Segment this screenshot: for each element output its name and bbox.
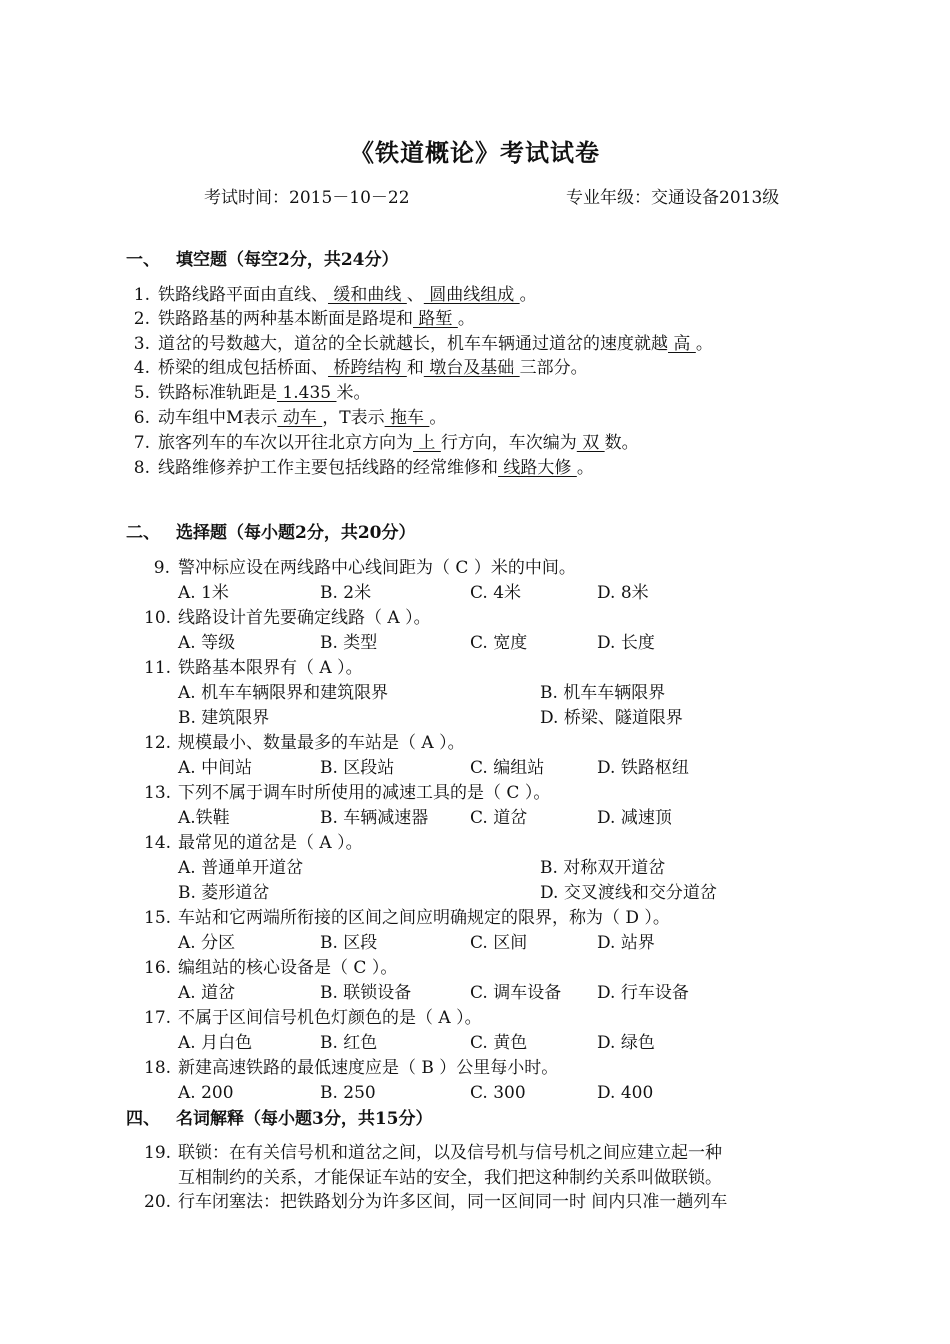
answer-blank: 圆曲线组成 [423, 285, 520, 305]
question-text: 旅客列车的车次以开往北京方向为 [158, 433, 413, 453]
choice-question [144, 731, 465, 755]
question-number: 2. [133, 309, 150, 329]
choice-option: B. 2米 [320, 583, 372, 603]
choice-question [144, 781, 550, 805]
major-grade: 专业年级：交通设备2013级 [566, 188, 780, 208]
choice-option: B. 区段 [320, 933, 378, 953]
question-text: 数。 [604, 433, 639, 453]
question-number: 8. [133, 458, 150, 478]
question-number: 1. [133, 285, 150, 305]
question-text: 。 [695, 334, 713, 354]
answer-blank: 动车 [277, 408, 323, 428]
question-number: 5. [133, 383, 150, 403]
question-number: 9. [153, 558, 170, 578]
definition-text-continued: 互相制约的关系，才能保证车站的安全，我们把这种制约关系叫做联锁。 [178, 1168, 722, 1188]
choice-option: C. 4米 [470, 583, 522, 603]
question-text: 行方向，车次编为 [440, 433, 577, 453]
question-text: 和 [406, 358, 424, 378]
choice-option: D. 交叉渡线和交分道岔 [540, 883, 717, 903]
answer-blank: 墩台及基础 [423, 358, 520, 378]
question-text: 编组站的核心设备是（ C ）。 [178, 958, 398, 978]
definition-text: 联锁：在有关信号机和道岔之间，以及信号机与信号机之间应建立起一种 [178, 1143, 722, 1163]
section-choice-heading [126, 518, 416, 543]
question-number: 14. [144, 833, 172, 853]
question-number: 10. [144, 608, 172, 628]
section-title: 选择题（每小题2分，共20分） [176, 523, 416, 543]
exam-time: 考试时间：2015－10－22 [204, 188, 410, 208]
choice-option: C. 编组站 [470, 758, 545, 778]
choice-option: A. 机车车辆限界和建筑限界 [178, 683, 389, 703]
question-text: ，T表示 [322, 408, 385, 428]
question-number: 16. [144, 958, 172, 978]
question-text: 米。 [336, 383, 371, 403]
question-number: 13. [144, 783, 172, 803]
choice-option: A. 200 [178, 1083, 234, 1103]
question-number: 17. [144, 1008, 172, 1028]
page-title: 《铁道概论》考试试卷 [350, 138, 600, 167]
choice-option: B. 建筑限界 [178, 708, 270, 728]
choice-option: D. 长度 [597, 633, 655, 653]
choice-option: A. 1米 [178, 583, 229, 603]
section-number: 一、 [126, 250, 160, 270]
choice-option: D. 减速顶 [597, 808, 672, 828]
choice-question [144, 956, 397, 980]
choice-option: D. 行车设备 [597, 983, 689, 1003]
choice-option: B. 对称双开道岔 [540, 858, 666, 878]
question-text: 三部分。 [519, 358, 588, 378]
answer-blank: 拖车 [384, 408, 430, 428]
section-fill-heading [126, 245, 399, 270]
choice-question [144, 1056, 558, 1080]
choice-option: D. 铁路枢纽 [597, 758, 689, 778]
choice-option: C. 调车设备 [470, 983, 562, 1003]
question-text: 。 [519, 285, 537, 305]
term-definition [144, 1141, 722, 1165]
choice-option: C. 300 [470, 1083, 526, 1103]
question-number: 6. [133, 408, 150, 428]
section-title: 名词解释（每小题3分，共15分） [176, 1109, 433, 1129]
question-text: 铁路线路平面由直线、 [158, 285, 328, 305]
fill-question [124, 406, 446, 430]
fill-question [124, 456, 594, 480]
question-number: 3. [133, 334, 150, 354]
question-text: 道岔的号数越大，道岔的全长就越长，机车车辆通过道岔的速度就越 [158, 334, 668, 354]
question-number: 4. [133, 358, 150, 378]
choice-option: A. 月白色 [178, 1033, 253, 1053]
choice-question [144, 906, 670, 930]
question-text: 。 [576, 458, 594, 478]
answer-blank: 线路大修 [498, 458, 577, 478]
choice-option: B. 红色 [320, 1033, 378, 1053]
fill-question [124, 381, 370, 405]
question-text: 铁路路基的两种基本断面是路堤和 [158, 309, 413, 329]
question-text: 铁路标准轨距是 [158, 383, 277, 403]
choice-option: C. 区间 [470, 933, 528, 953]
choice-option: D. 8米 [597, 583, 649, 603]
choice-option: B. 区段站 [320, 758, 395, 778]
answer-blank: 1.435 [277, 383, 337, 403]
question-number: 20. [144, 1192, 172, 1212]
question-text: 新建高速铁路的最低速度应是（ B ）公里每小时。 [178, 1058, 559, 1078]
fill-question [124, 283, 537, 307]
choice-option: D. 站界 [597, 933, 655, 953]
choice-option: A.铁鞋 [178, 808, 230, 828]
answer-blank: 高 [668, 334, 696, 354]
question-text: 动车组中M表示 [158, 408, 278, 428]
fill-question [124, 332, 713, 356]
choice-question [144, 1006, 482, 1030]
question-number: 19. [144, 1143, 172, 1163]
answer-blank: 路堑 [413, 309, 458, 329]
fill-question [124, 431, 639, 455]
answer-blank: 桥跨结构 [328, 358, 407, 378]
question-text: 铁路基本限界有（ A ）。 [178, 658, 363, 678]
question-number: 12. [144, 733, 172, 753]
choice-option: B. 联锁设备 [320, 983, 412, 1003]
choice-option: A. 等级 [178, 633, 236, 653]
choice-option: A. 中间站 [178, 758, 253, 778]
answer-blank: 缓和曲线 [328, 285, 407, 305]
question-number: 15. [144, 908, 172, 928]
question-text: 线路设计首先要确定线路（ A ）。 [178, 608, 431, 628]
question-number: 7. [133, 433, 150, 453]
choice-option: C. 黄色 [470, 1033, 528, 1053]
choice-option: D. 绿色 [597, 1033, 655, 1053]
question-text: 不属于区间信号机色灯颜色的是（ A ）。 [178, 1008, 482, 1028]
question-text: 。 [429, 408, 447, 428]
question-number: 18. [144, 1058, 172, 1078]
section-title: 填空题（每空2分，共24分） [176, 250, 399, 270]
term-definition [144, 1190, 727, 1214]
section-terms-heading [126, 1104, 433, 1129]
question-text: 线路维修养护工作主要包括线路的经常维修和 [158, 458, 498, 478]
question-text: 、 [406, 285, 424, 305]
choice-option: D. 400 [597, 1083, 654, 1103]
question-text: 下列不属于调车时所使用的减速工具的是（ C ）。 [178, 783, 551, 803]
choice-option: B. 机车车辆限界 [540, 683, 666, 703]
section-number: 四、 [126, 1109, 160, 1129]
fill-question [124, 307, 475, 331]
question-text: 警冲标应设在两线路中心线间距为（ C ）米的中间。 [178, 558, 576, 578]
section-number: 二、 [126, 523, 160, 543]
question-text: 最常见的道岔是（ A ）。 [178, 833, 363, 853]
question-text: 桥梁的组成包括桥面、 [158, 358, 328, 378]
question-text: 车站和它两端所衔接的区间之间应明确规定的限界，称为（ D ）。 [178, 908, 670, 928]
choice-option: B. 菱形道岔 [178, 883, 270, 903]
choice-option: C. 宽度 [470, 633, 528, 653]
choice-option: D. 桥梁、隧道限界 [540, 708, 683, 728]
definition-text: 行车闭塞法：把铁路划分为许多区间，同一区间同一时 间内只准一趟列车 [178, 1192, 728, 1212]
question-number: 11. [144, 658, 172, 678]
fill-question [124, 356, 588, 380]
choice-option: A. 分区 [178, 933, 236, 953]
choice-option: C. 道岔 [470, 808, 528, 828]
question-text: 规模最小、数量最多的车站是（ A ）。 [178, 733, 465, 753]
answer-blank: 双 [576, 433, 605, 453]
choice-option: B. 250 [320, 1083, 376, 1103]
choice-option: A. 普通单开道岔 [178, 858, 304, 878]
answer-blank: 上 [413, 433, 441, 453]
choice-question [144, 606, 431, 630]
choice-option: A. 道岔 [178, 983, 236, 1003]
choice-question [144, 656, 363, 680]
choice-option: B. 车辆减速器 [320, 808, 429, 828]
question-text: 。 [457, 309, 475, 329]
choice-option: B. 类型 [320, 633, 378, 653]
choice-question [144, 556, 576, 580]
choice-question [144, 831, 363, 855]
